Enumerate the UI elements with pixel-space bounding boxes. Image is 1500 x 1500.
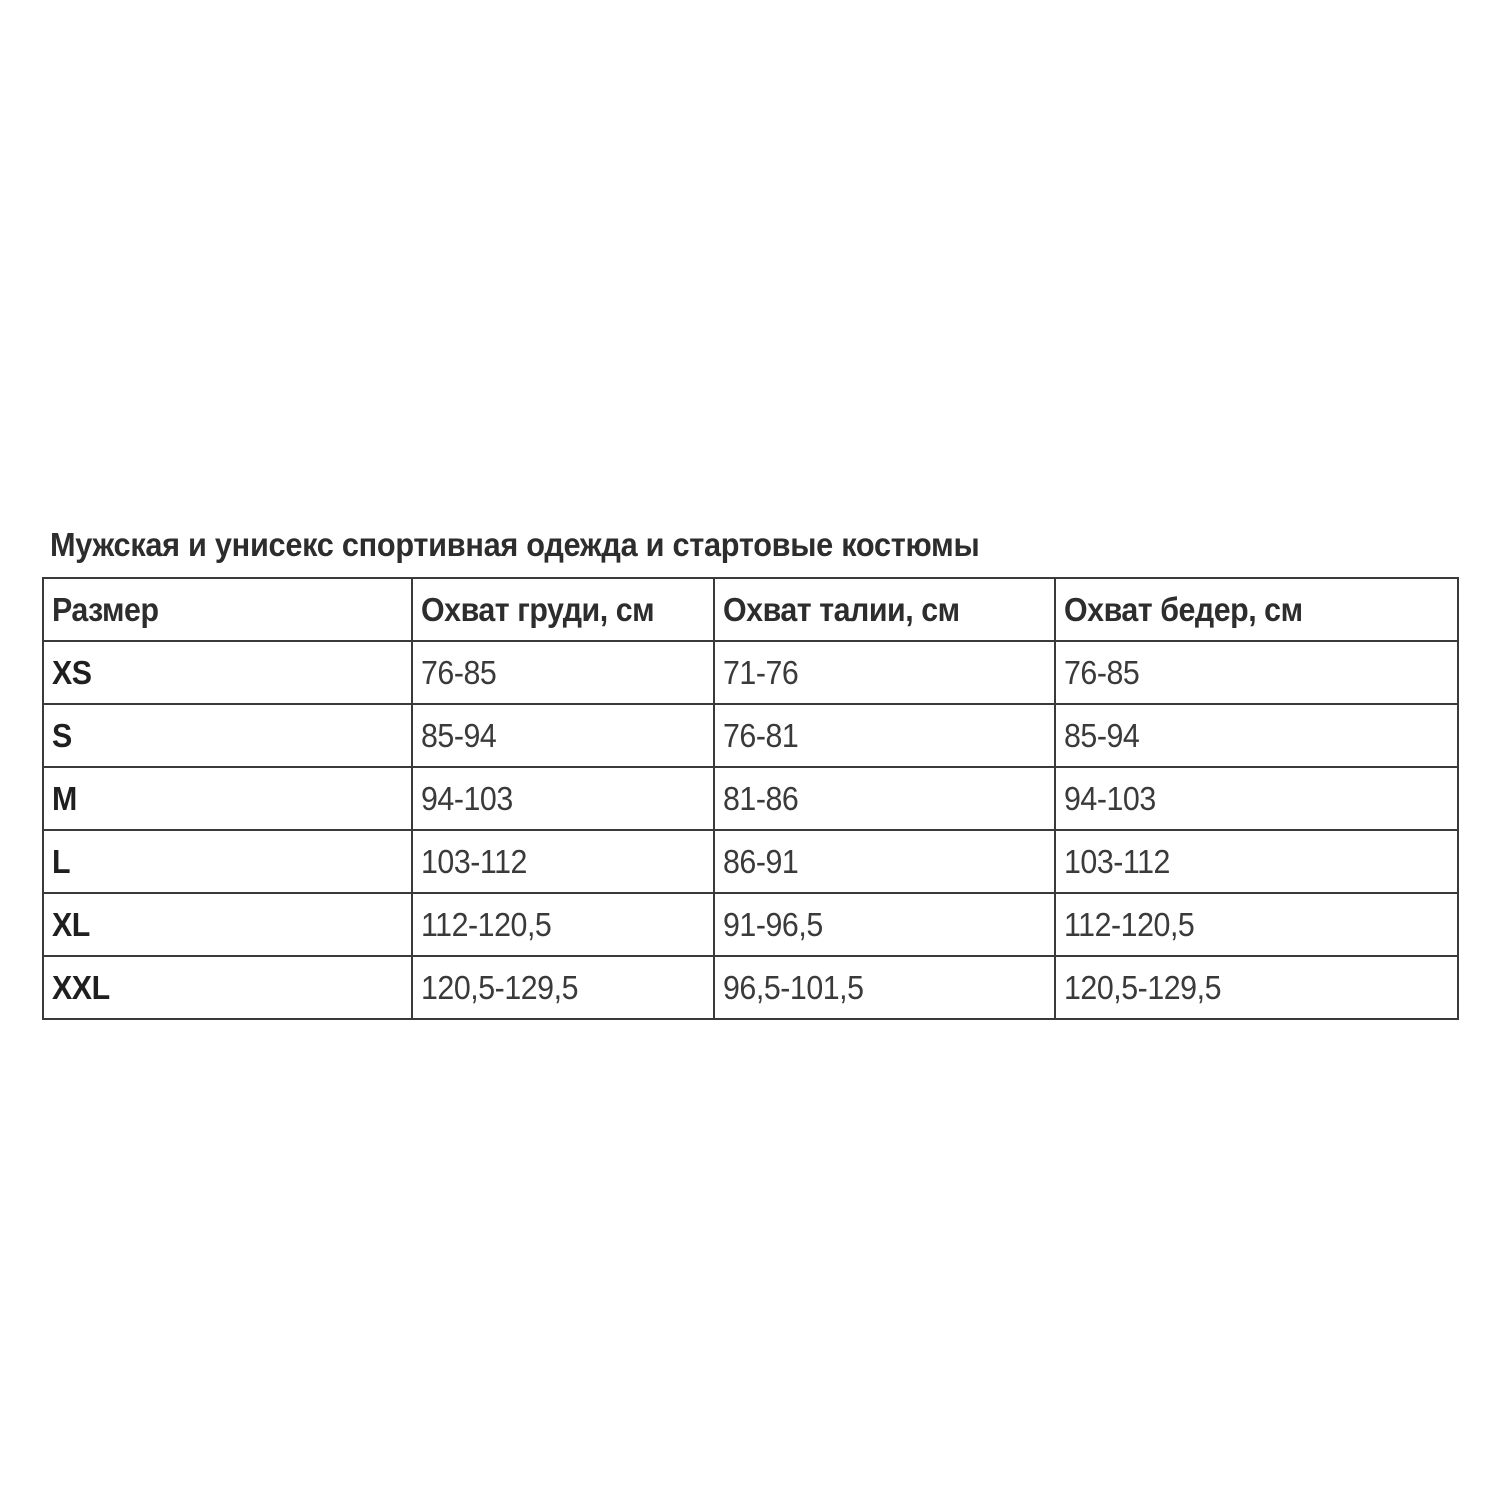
chest-cell: 103-112 xyxy=(412,830,714,893)
header-row xyxy=(43,578,1458,641)
table-row xyxy=(43,893,1458,956)
size-cell: XS xyxy=(43,641,412,704)
table-title: Мужская и унисекс спортивная одежда и стартовые костюмы xyxy=(50,526,980,563)
size-cell: XL xyxy=(43,893,412,956)
waist-cell: 71-76 xyxy=(714,641,1055,704)
size-cell: XXL xyxy=(43,956,412,1019)
header-cell-hips: Охват бедер, см xyxy=(1055,578,1458,641)
table-row xyxy=(43,830,1458,893)
hips-cell: 94-103 xyxy=(1055,767,1458,830)
waist-cell: 76-81 xyxy=(714,704,1055,767)
header-cell-chest: Охват груди, см xyxy=(412,578,714,641)
table-row xyxy=(43,704,1458,767)
hips-cell: 112-120,5 xyxy=(1055,893,1458,956)
table-row xyxy=(43,767,1458,830)
size-cell: S xyxy=(43,704,412,767)
chest-cell: 76-85 xyxy=(412,641,714,704)
waist-cell: 81-86 xyxy=(714,767,1055,830)
size-chart-table xyxy=(42,577,1459,1020)
table-row xyxy=(43,956,1458,1019)
size-cell: L xyxy=(43,830,412,893)
waist-cell: 86-91 xyxy=(714,830,1055,893)
table-row xyxy=(43,641,1458,704)
chest-cell: 120,5-129,5 xyxy=(412,956,714,1019)
header-cell-waist: Охват талии, см xyxy=(714,578,1055,641)
waist-cell: 91-96,5 xyxy=(714,893,1055,956)
hips-cell: 120,5-129,5 xyxy=(1055,956,1458,1019)
size-cell: M xyxy=(43,767,412,830)
hips-cell: 103-112 xyxy=(1055,830,1458,893)
chest-cell: 94-103 xyxy=(412,767,714,830)
hips-cell: 76-85 xyxy=(1055,641,1458,704)
chest-cell: 85-94 xyxy=(412,704,714,767)
chest-cell: 112-120,5 xyxy=(412,893,714,956)
hips-cell: 85-94 xyxy=(1055,704,1458,767)
header-cell-size: Размер xyxy=(43,578,412,641)
waist-cell: 96,5-101,5 xyxy=(714,956,1055,1019)
